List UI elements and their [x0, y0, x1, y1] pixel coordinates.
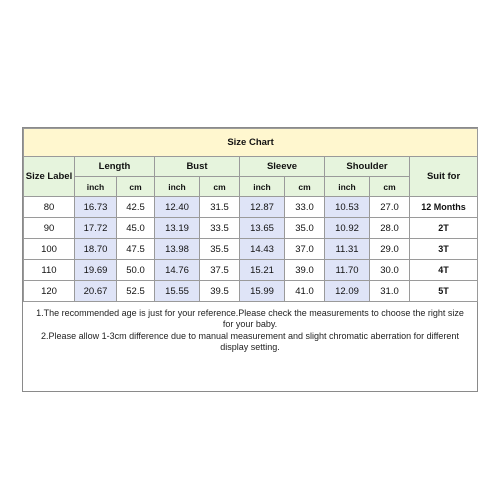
cell-length-cm: 52.5 — [117, 281, 155, 302]
cell-bust-cm: 31.5 — [200, 197, 240, 218]
cell-length-cm: 47.5 — [117, 239, 155, 260]
cell-bust-inch: 14.76 — [155, 260, 200, 281]
cell-bust-inch: 15.55 — [155, 281, 200, 302]
subheader-shoulder-inch: inch — [325, 177, 370, 197]
cell-bust-cm: 37.5 — [200, 260, 240, 281]
cell-length-cm: 50.0 — [117, 260, 155, 281]
cell-length-inch: 16.73 — [75, 197, 117, 218]
header-length: Length — [75, 157, 155, 177]
size-chart-card — [22, 127, 478, 392]
cell-length-cm: 42.5 — [117, 197, 155, 218]
cell-shoulder-inch: 12.09 — [325, 281, 370, 302]
header-shoulder: Shoulder — [325, 157, 410, 177]
cell-shoulder-inch: 10.92 — [325, 218, 370, 239]
cell-size: 90 — [24, 218, 75, 239]
cell-sleeve-cm: 37.0 — [285, 239, 325, 260]
subheader-bust-inch: inch — [155, 177, 200, 197]
note-measurement-difference: 2.Please allow 1-3cm difference due to manual measurement and slight chromatic aberration for different display setting. — [41, 331, 459, 352]
cell-size: 80 — [24, 197, 75, 218]
cell-size: 110 — [24, 260, 75, 281]
table-row — [24, 281, 478, 302]
note-age-reference: 1.The recommended age is just for your reference.Please check the measurements to choose the right size for your baby. — [36, 308, 464, 329]
cell-shoulder-inch: 11.31 — [325, 239, 370, 260]
cell-length-inch: 17.72 — [75, 218, 117, 239]
cell-sleeve-cm: 39.0 — [285, 260, 325, 281]
cell-bust-inch: 12.40 — [155, 197, 200, 218]
cell-size: 120 — [24, 281, 75, 302]
notes-section — [23, 308, 477, 354]
cell-bust-cm: 39.5 — [200, 281, 240, 302]
cell-sleeve-cm: 35.0 — [285, 218, 325, 239]
cell-bust-inch: 13.98 — [155, 239, 200, 260]
cell-suit-for: 2T — [410, 218, 478, 239]
subheader-length-cm: cm — [117, 177, 155, 197]
cell-length-cm: 45.0 — [117, 218, 155, 239]
cell-length-inch: 18.70 — [75, 239, 117, 260]
cell-shoulder-cm: 29.0 — [370, 239, 410, 260]
header-sleeve: Sleeve — [240, 157, 325, 177]
subheader-sleeve-cm: cm — [285, 177, 325, 197]
subheader-length-inch: inch — [75, 177, 117, 197]
cell-bust-cm: 33.5 — [200, 218, 240, 239]
header-bust: Bust — [155, 157, 240, 177]
cell-suit-for: 5T — [410, 281, 478, 302]
cell-size: 100 — [24, 239, 75, 260]
cell-suit-for: 3T — [410, 239, 478, 260]
cell-shoulder-cm: 31.0 — [370, 281, 410, 302]
cell-suit-for: 4T — [410, 260, 478, 281]
header-size-label: Size Label — [24, 157, 75, 197]
table-row — [24, 239, 478, 260]
cell-shoulder-cm: 28.0 — [370, 218, 410, 239]
cell-bust-cm: 35.5 — [200, 239, 240, 260]
header-suit-for: Suit for — [410, 157, 478, 197]
cell-shoulder-inch: 10.53 — [325, 197, 370, 218]
cell-sleeve-inch: 15.21 — [240, 260, 285, 281]
subheader-bust-cm: cm — [200, 177, 240, 197]
cell-shoulder-cm: 27.0 — [370, 197, 410, 218]
cell-length-inch: 20.67 — [75, 281, 117, 302]
cell-shoulder-inch: 11.70 — [325, 260, 370, 281]
cell-suit-for: 12 Months — [410, 197, 478, 218]
cell-sleeve-cm: 33.0 — [285, 197, 325, 218]
cell-sleeve-cm: 41.0 — [285, 281, 325, 302]
cell-length-inch: 19.69 — [75, 260, 117, 281]
cell-sleeve-inch: 13.65 — [240, 218, 285, 239]
subheader-shoulder-cm: cm — [370, 177, 410, 197]
cell-shoulder-cm: 30.0 — [370, 260, 410, 281]
table-row — [24, 197, 478, 218]
cell-bust-inch: 13.19 — [155, 218, 200, 239]
table-row — [24, 218, 478, 239]
cell-sleeve-inch: 12.87 — [240, 197, 285, 218]
size-chart-table — [23, 128, 478, 302]
cell-sleeve-inch: 15.99 — [240, 281, 285, 302]
cell-sleeve-inch: 14.43 — [240, 239, 285, 260]
table-row — [24, 260, 478, 281]
table-title: Size Chart — [24, 129, 478, 157]
subheader-sleeve-inch: inch — [240, 177, 285, 197]
